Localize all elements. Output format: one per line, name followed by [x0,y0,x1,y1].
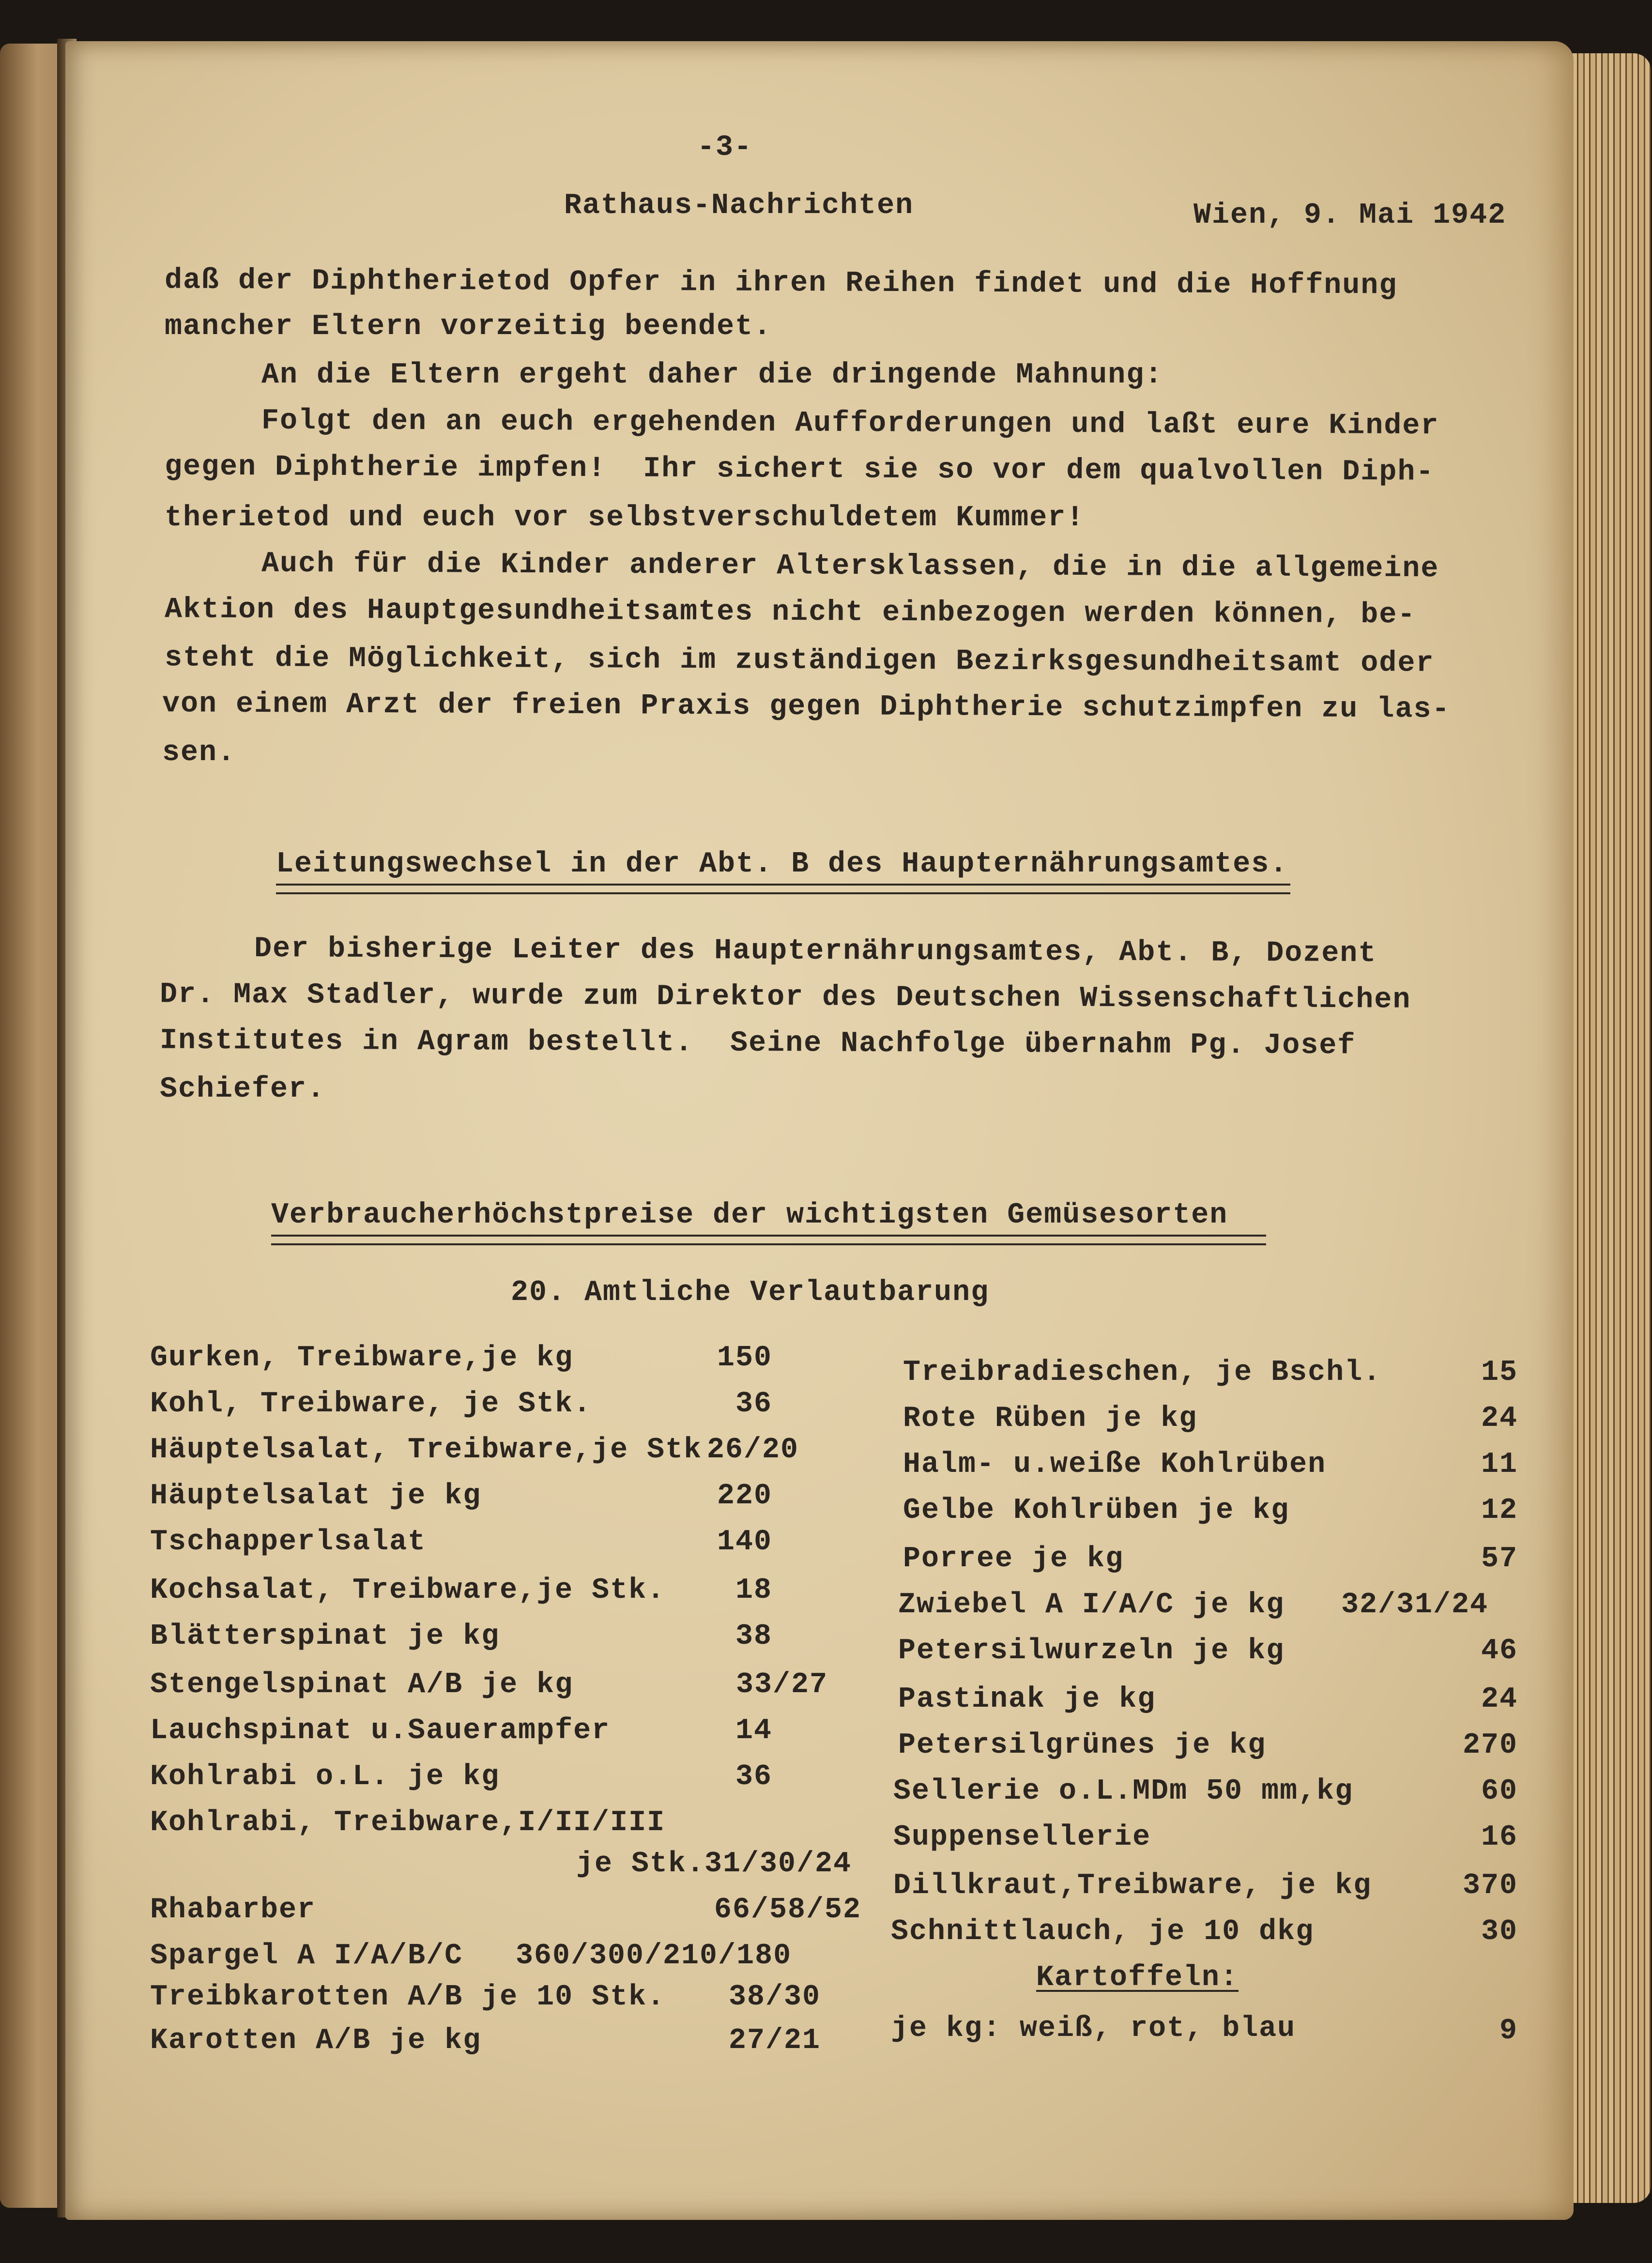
article1-line: therietod und euch vor selbstverschuldetem Kummer! [165,502,1085,535]
price-item: Häuptelsalat, Treibware,je Stk. [150,1434,721,1467]
article3-subtitle: 20. Amtliche Verlautbarung [511,1276,990,1309]
price-item: Kohlrabi o.L. je kg [150,1760,500,1793]
price-value: 14 [735,1714,772,1747]
price-item: Halm- u.weiße Kohlrüben [903,1448,1327,1481]
price-item: Treibkarotten A/B je 10 Stk. [150,1981,666,2014]
price-item: Stengelspinat A/B je kg [150,1668,574,1701]
price-value: 27/21 [729,2024,821,2057]
potatoes-heading: Kartoffeln: [1036,1961,1239,1994]
article1-line: steht die Möglichkeit, sich im zuständigen Bezirksgesundheitsamt oder [164,642,1435,680]
price-item: Dillkraut,Treibware, je kg [893,1869,1372,1902]
article1-line: Auch für die Kinder anderer Altersklassen, die in die allgemeine [261,547,1439,586]
price-value: 15 [1481,1356,1518,1389]
article2-line: Schiefer. [160,1073,326,1106]
publication-title: Rathaus-Nachrichten [564,189,914,222]
price-item: Suppensellerie [893,1821,1151,1854]
price-item: Blätterspinat je kg [150,1620,500,1653]
price-item: Petersilwurzeln je kg [898,1635,1285,1667]
price-item: Porree je kg [903,1543,1124,1575]
price-value: 24 [1481,1683,1518,1716]
price-value: 360/300/210/180 [516,1940,792,1972]
title-double-rule [276,884,1290,894]
price-value: 31/30/24 [704,1848,852,1881]
price-value: 66/58/52 [714,1894,862,1927]
price-value: 36 [735,1388,772,1421]
article1-line: daß der Diphtherietod Opfer in ihren Reihen findet und die Hoffnung [164,264,1398,303]
price-item: Tschapperlsalat [150,1526,427,1559]
price-item: Gurken, Treibware,je kg [150,1342,574,1375]
price-value: 370 [1462,1869,1518,1902]
price-value: 11 [1481,1448,1518,1481]
article2-title: Leitungswechsel in der Abt. B des Haupternährungsamtes. [276,848,1288,881]
price-value: 60 [1481,1775,1518,1808]
price-item: Rote Rüben je kg [903,1402,1198,1435]
price-value: 140 [717,1526,772,1559]
price-item: Gelbe Kohlrüben je kg [903,1494,1290,1527]
article2-line: Dr. Max Stadler, wurde zum Direktor des Deutschen Wissenschaftlichen [159,978,1411,1017]
article3-title: Verbraucherhöchstpreise der wichtigsten Gemüsesorten [271,1199,1228,1232]
price-value: 9 [1499,2015,1518,2048]
price-value: 33/27 [736,1668,828,1701]
price-value: 18 [735,1574,772,1607]
price-value: 30 [1481,1915,1518,1948]
dateline: Wien, 9. Mai 1942 [1193,199,1507,232]
price-item: Pastinak je kg [898,1683,1156,1716]
price-item: Treibradieschen, je Bschl. [903,1356,1382,1389]
article1-line: von einem Arzt der freien Praxis gegen Diphtherie schutzimpfen zu las- [162,688,1451,726]
article1-line: sen. [162,736,236,769]
price-item: Petersilgrünes je kg [898,1729,1267,1762]
price-item: Lauchspinat u.Sauerampfer [150,1714,611,1747]
price-value: 16 [1481,1821,1518,1854]
price-item: Kochsalat, Treibware,je Stk. [150,1574,666,1607]
article2-line: Der bisherige Leiter des Haupternährungsamtes, Abt. B, Dozent [254,932,1377,971]
price-item: Karotten A/B je kg [150,2024,482,2057]
article1-line: Aktion des Hauptgesundheitsamtes nicht einbezogen werden können, be- [164,593,1416,632]
price-value: 57 [1481,1543,1518,1575]
price-value: 38 [735,1620,772,1653]
price-item: Schnittlauch, je 10 dkg [891,1915,1315,1948]
page-number: -3- [697,131,753,164]
price-value: 12 [1481,1494,1518,1527]
price-value: 32/31/24 [1341,1589,1489,1621]
article1-line: gegen Diphtherie impfen! Ihr sichert sie so vor dem qualvollen Diph- [164,450,1435,489]
title-double-rule [271,1235,1266,1245]
price-value: 36 [735,1760,772,1793]
price-item: Spargel A I/A/B/C [150,1940,463,1972]
price-value: 220 [717,1480,772,1513]
price-value: 150 [717,1342,772,1375]
price-item: je kg: weiß, rot, blau [891,2012,1296,2045]
price-item: Rhabarber [150,1894,316,1927]
price-item: Zwiebel A I/A/C je kg [898,1589,1285,1621]
document-page [65,41,1574,2220]
article1-line: An die Eltern ergeht daher die dringende Mahnung: [261,359,1163,392]
article2-line: Institutes in Agram bestellt. Seine Nachfolge übernahm Pg. Josef [159,1024,1356,1063]
price-value: 46 [1481,1635,1518,1667]
price-item: Kohl, Treibware, je Stk. [150,1388,592,1421]
price-value: 38/30 [729,1981,821,2014]
price-item: Häuptelsalat je kg [150,1480,482,1513]
price-item: Sellerie o.L.MDm 50 mm,kg [893,1775,1354,1808]
price-value: 270 [1462,1729,1518,1762]
price-item: Kohlrabi, Treibware,I/II/III [150,1806,666,1839]
price-value: 26/20 [707,1434,799,1467]
price-item: je Stk. [576,1848,705,1881]
article1-line: mancher Eltern vorzeitig beendet. [165,310,772,343]
price-value: 24 [1481,1402,1518,1435]
article1-line: Folgt den an euch ergehenden Aufforderungen und laßt eure Kinder [261,404,1439,443]
